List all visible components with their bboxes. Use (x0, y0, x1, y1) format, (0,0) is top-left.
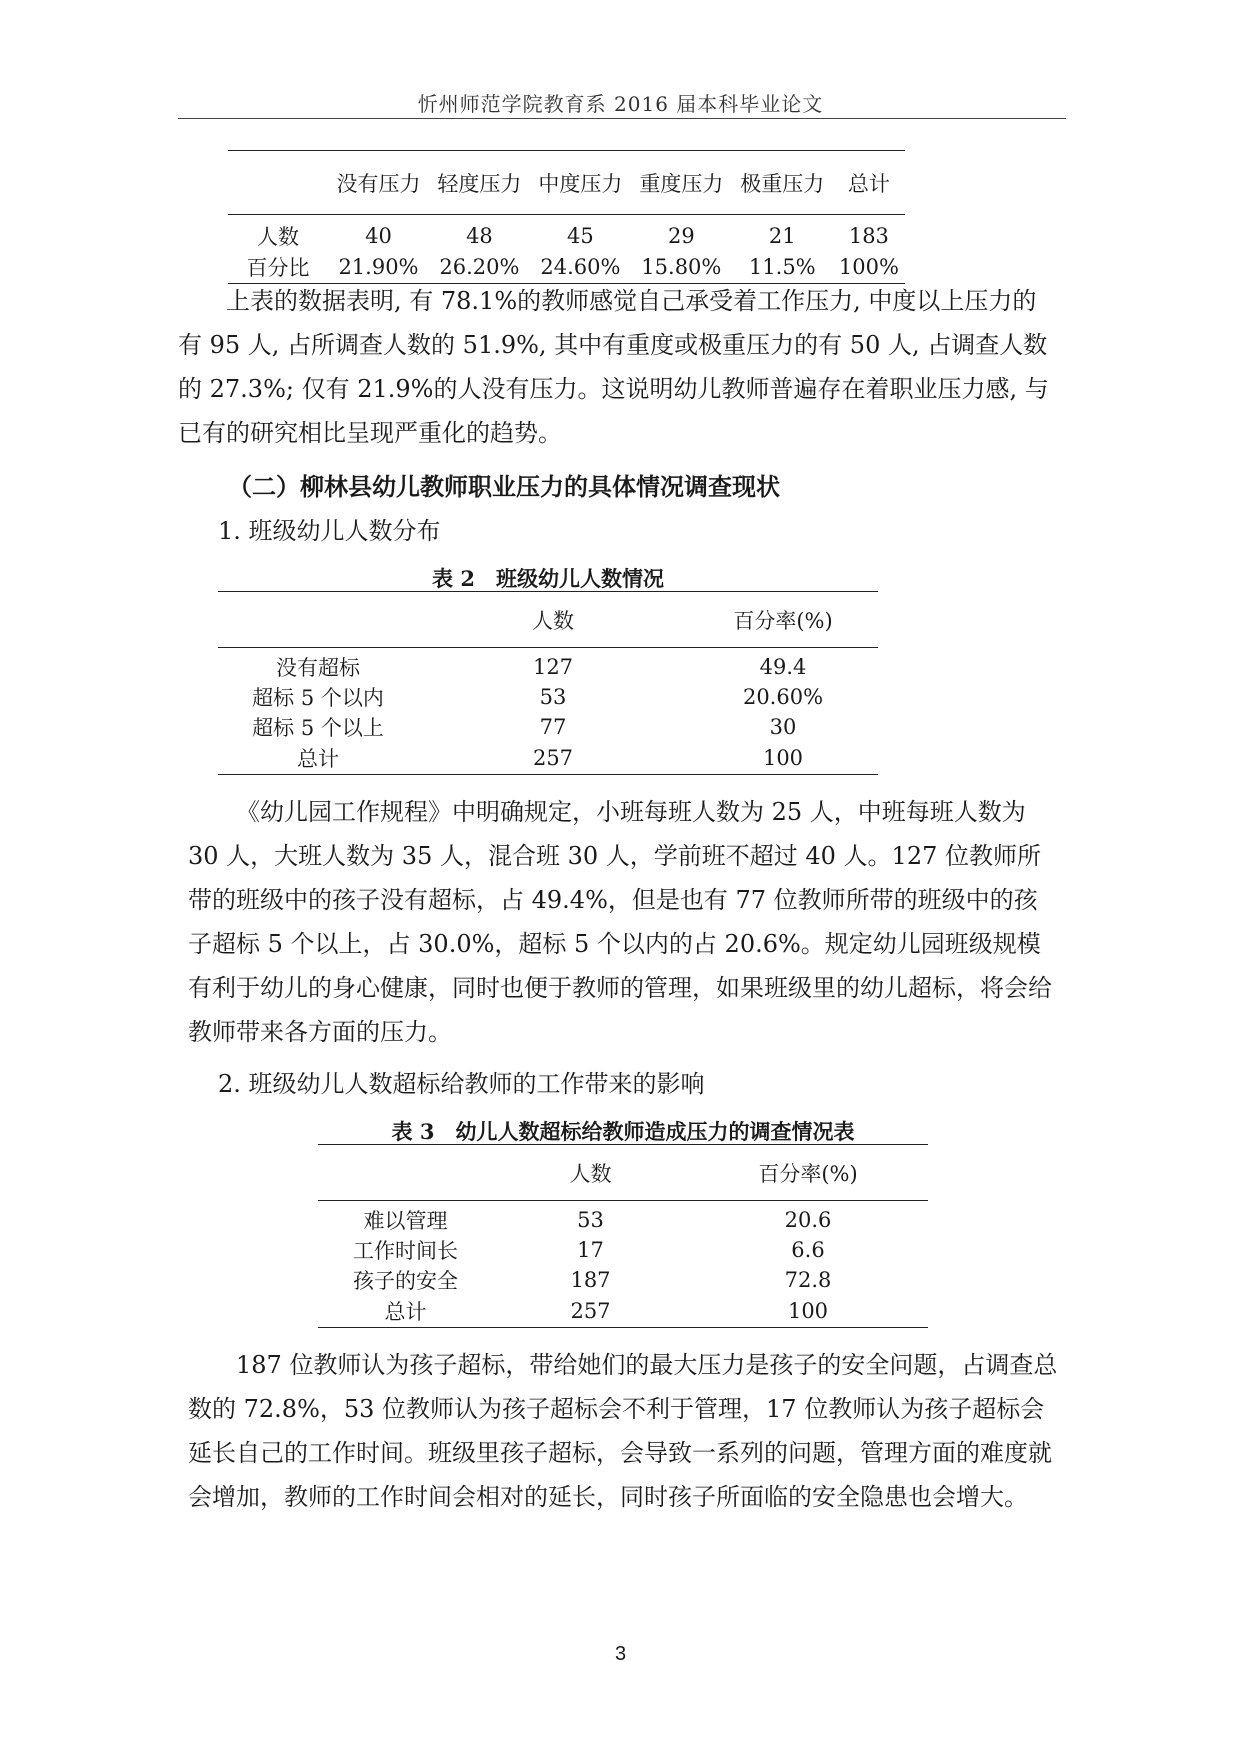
table-cell: 难以管理 (363, 1209, 448, 1233)
paragraph-pressure-summary: 上表的数据表明, 有 78.1%的教师感觉自己承受着工作压力, 中度以上压力的有 95 人, 占所调查人数的 51.9%, 其中有重度或极重压力的有 50 人, 占调查人数的 27.3%; 仅有 21.9%的人没有压力。这说明幼儿教师普遍存在着职业压力感, 与已有的研究相比呈现严重化的趋势。 (178, 287, 1049, 447)
table-header-cell: 人数 (569, 1161, 612, 1186)
subheading-class-size: 1. 班级幼儿人数分布 (218, 517, 441, 545)
table-header-row (218, 592, 878, 648)
table-cell: 53 (539, 685, 567, 709)
table-row (218, 682, 878, 712)
table-cell: 257 (532, 745, 574, 770)
table-cell: 183 (848, 224, 889, 248)
table-cell: 40 (365, 224, 392, 248)
table-cell: 127 (532, 655, 574, 679)
table3-caption: 表 3 幼儿人数超标给教师造成压力的调查情况表 (391, 1119, 855, 1144)
table-cell: 超标 5 个以上 (252, 716, 384, 740)
table-cell: 20.6 (784, 1208, 832, 1232)
table-header-cell: 人数 (532, 608, 574, 633)
table-header-row (318, 1145, 928, 1201)
table-cell: 11.5% (748, 254, 816, 279)
table-row (218, 742, 878, 774)
table-cell: 孩子的安全 (353, 1269, 458, 1293)
table-cell: 17 (577, 1238, 604, 1262)
table-cell: 100 (762, 745, 804, 770)
page-header-title: 忻州师范学院教育系 2016 届本科毕业论文 (417, 92, 824, 116)
table-header-cell: 中度压力 (538, 171, 623, 196)
table-cell: 21.90% (338, 254, 419, 279)
table-cell: 100% (838, 254, 899, 279)
table-header-cell: 轻度压力 (437, 171, 522, 196)
table-cell: 53 (577, 1208, 604, 1232)
table-row (218, 712, 878, 742)
table-cell: 26.20% (439, 254, 520, 279)
table-cell: 100 (787, 1298, 829, 1323)
table-cell: 21 (768, 224, 796, 248)
table-cell: 48 (466, 224, 493, 248)
table-header-cell: 极重压力 (740, 171, 825, 196)
table-header-cell: 总计 (847, 171, 890, 196)
table-row (318, 1265, 928, 1295)
table-cell: 6.6 (791, 1238, 825, 1262)
table-cell: 工作时间长 (353, 1239, 458, 1263)
page-number: 3 (614, 1643, 627, 1665)
table-cell: 20.60% (742, 685, 824, 709)
table-cell: 257 (570, 1298, 611, 1323)
table-cell: 72.8 (784, 1268, 832, 1292)
table-header-cell (218, 592, 418, 648)
table-cell: 百分比 (246, 255, 310, 280)
subheading-impact: 2. 班级幼儿人数超标给教师的工作带来的影响 (218, 1070, 705, 1098)
table-cell: 49.4 (759, 655, 807, 679)
table-cell: 15.80% (641, 254, 722, 279)
table-cell: 24.60% (540, 254, 621, 279)
table-cell: 总计 (297, 746, 339, 771)
table-class-size (218, 591, 878, 775)
table-header-cell (228, 151, 328, 215)
table-header-cell: 没有压力 (336, 171, 421, 196)
table-row (318, 1295, 928, 1327)
table-pressure-levels (228, 150, 905, 284)
table-cell: 超标 5 个以内 (252, 686, 384, 710)
paragraph-safety-concern: 187 位教师认为孩子超标，带给她们的最大压力是孩子的安全问题，占调查总数的 72.8%，53 位教师认为孩子超标会不利于管理，17 位教师认为孩子超标会延长自己的工作时间。班级里孩子超标，会导致一系列的问题，管理方面的难度就会增加，教师的工作时间会相对的延长，同时孩子所面临的安全隐患也会增大。 (188, 1351, 1058, 1511)
table-header-cell: 百分率(%) (733, 608, 833, 633)
table-row (318, 1201, 928, 1236)
table-cell: 77 (539, 715, 567, 739)
table-overload-impact (318, 1144, 928, 1328)
table-cell: 29 (667, 224, 695, 248)
table-header-cell: 百分率(%) (758, 1161, 858, 1186)
table-cell: 没有超标 (276, 656, 360, 680)
table-row (218, 648, 878, 683)
table-header-cell (318, 1145, 493, 1201)
section-heading: （二）柳林县幼儿教师职业压力的具体情况调查现状 (228, 472, 780, 501)
table-cell: 45 (567, 224, 594, 248)
paragraph-class-size-rules: 《幼儿园工作规程》中明确规定，小班每班人数为 25 人，中班每班人数为 30 人，大班人数为 35 人，混合班 30 人，学前班不超过 40 人。127 位教师所带的班级中的孩子没有超标，占 49.4%，但是也有 77 位教师所带的班级中的孩子超标 5 个以上，占 30.0%，超标 5 个以内的占 20.6%。规定幼儿园班级规模有利于幼儿的身心健康，同时也便于教师的管理，如果班级里的幼儿超标，将会给教师带来各方面的压力。 (188, 798, 1052, 1046)
table-cell: 人数 (257, 225, 299, 249)
table-cell: 187 (570, 1268, 611, 1292)
table-row (228, 215, 905, 252)
table-row (318, 1235, 928, 1265)
table2-caption: 表 2 班级幼儿人数情况 (432, 566, 664, 591)
table-header-cell: 重度压力 (639, 171, 724, 196)
table-header-row (228, 151, 905, 215)
table-cell: 30 (769, 715, 797, 739)
header-rule (178, 118, 1066, 119)
table-cell: 总计 (384, 1299, 427, 1324)
